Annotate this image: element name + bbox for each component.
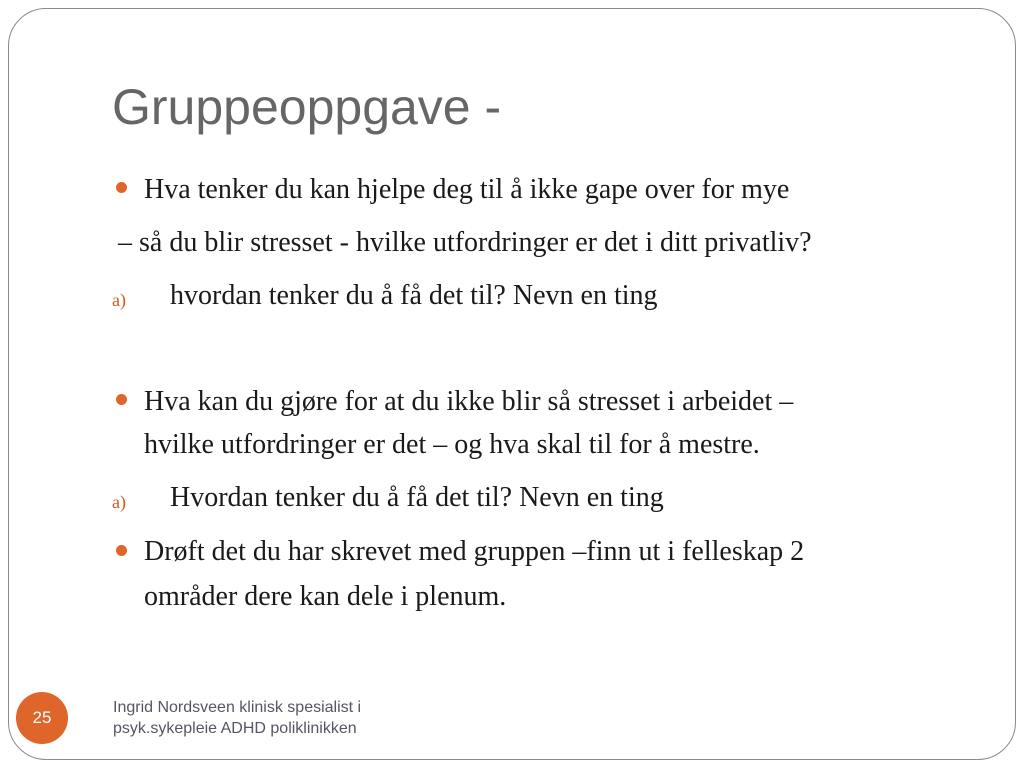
bullet-1-line-1: Hva tenker du kan hjelpe deg til å ikke gape over for mye <box>144 174 790 205</box>
footer-line-1: Ingrid Nordsveen klinisk spesialist i <box>113 699 362 716</box>
bullet-icon <box>116 394 127 405</box>
bullet-icon <box>116 182 127 193</box>
sub-item-label: a) <box>112 492 126 512</box>
page-number-badge: 25 <box>16 692 68 744</box>
sub-item-1-text: hvordan tenker du å få det til? Nevn en ting <box>170 280 658 311</box>
slide-footer <box>113 697 361 739</box>
sub-item-2-text: Hvordan tenker du å få det til? Nevn en ting <box>170 482 664 513</box>
bullet-2-line-1: Hva kan du gjøre for at du ikke blir så stresset i arbeidet – <box>144 386 794 417</box>
bullet-3-line-1: Drøft det du har skrevet med gruppen –finn ut i felleskap 2 <box>144 536 805 567</box>
bullet-1-line-2: – så du blir stresset - hvilke utfordringer er det i ditt privatliv? <box>118 227 812 258</box>
slide-title: Gruppeoppgave - <box>112 79 502 135</box>
bullet-2-line-2: hvilke utfordringer er det – og hva skal til for å mestre. <box>144 429 760 460</box>
sub-item-label: a) <box>112 290 126 310</box>
footer-line-2: psyk.sykepleie ADHD poliklinikken <box>113 720 357 737</box>
bullet-3-line-2: områder dere kan dele i plenum. <box>144 581 507 612</box>
bullet-icon <box>116 545 127 556</box>
